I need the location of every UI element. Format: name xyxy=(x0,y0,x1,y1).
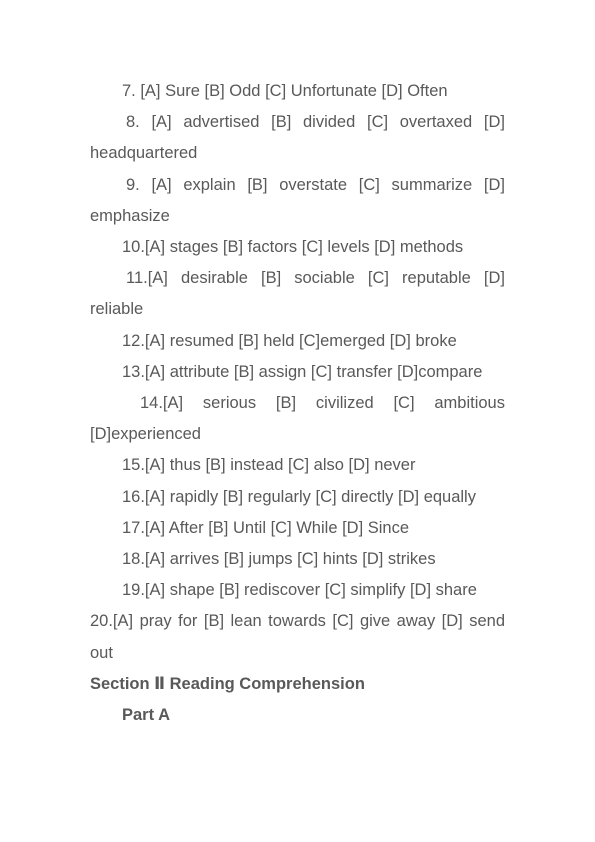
question-options-block xyxy=(90,76,505,731)
option-line-10: 10.[A] stages [B] factors [C] levels [D] methods xyxy=(122,238,464,257)
part-heading: Part A xyxy=(122,706,170,725)
option-line-11: 11.[A] desirable [B] sociable [C] reputable [D] reliable xyxy=(90,269,505,319)
option-line-7: 7. [A] Sure [B] Odd [C] Unfortunate [D] Often xyxy=(122,82,448,100)
option-line-19: 19.[A] shape [B] rediscover [C] simplify [D] share xyxy=(122,581,477,600)
option-line-8: 8. [A] advertised [B] divided [C] overtaxed [D] headquartered xyxy=(90,113,505,163)
option-line-14: 14.[A] serious [B] civilized [C] ambitious [D]experienced xyxy=(90,394,505,444)
option-line-13: 13.[A] attribute [B] assign [C] transfer [D]compare xyxy=(122,362,483,381)
option-line-17: 17.[A] After [B] Until [C] While [D] Since xyxy=(122,518,410,537)
option-line-18: 18.[A] arrives [B] jumps [C] hints [D] strikes xyxy=(122,550,436,569)
option-line-12: 12.[A] resumed [B] held [C]emerged [D] broke xyxy=(122,331,457,350)
section-heading: Section Ⅱ Reading Comprehension xyxy=(90,674,365,693)
option-line-16: 16.[A] rapidly [B] regularly [C] directly [D] equally xyxy=(122,487,476,506)
option-line-20: 20.[A] pray for [B] lean towards [C] give away [D] send out xyxy=(90,612,505,662)
option-line-15: 15.[A] thus [B] instead [C] also [D] never xyxy=(122,456,416,475)
option-line-9: 9. [A] explain [B] overstate [C] summarize [D] emphasize xyxy=(90,175,505,225)
